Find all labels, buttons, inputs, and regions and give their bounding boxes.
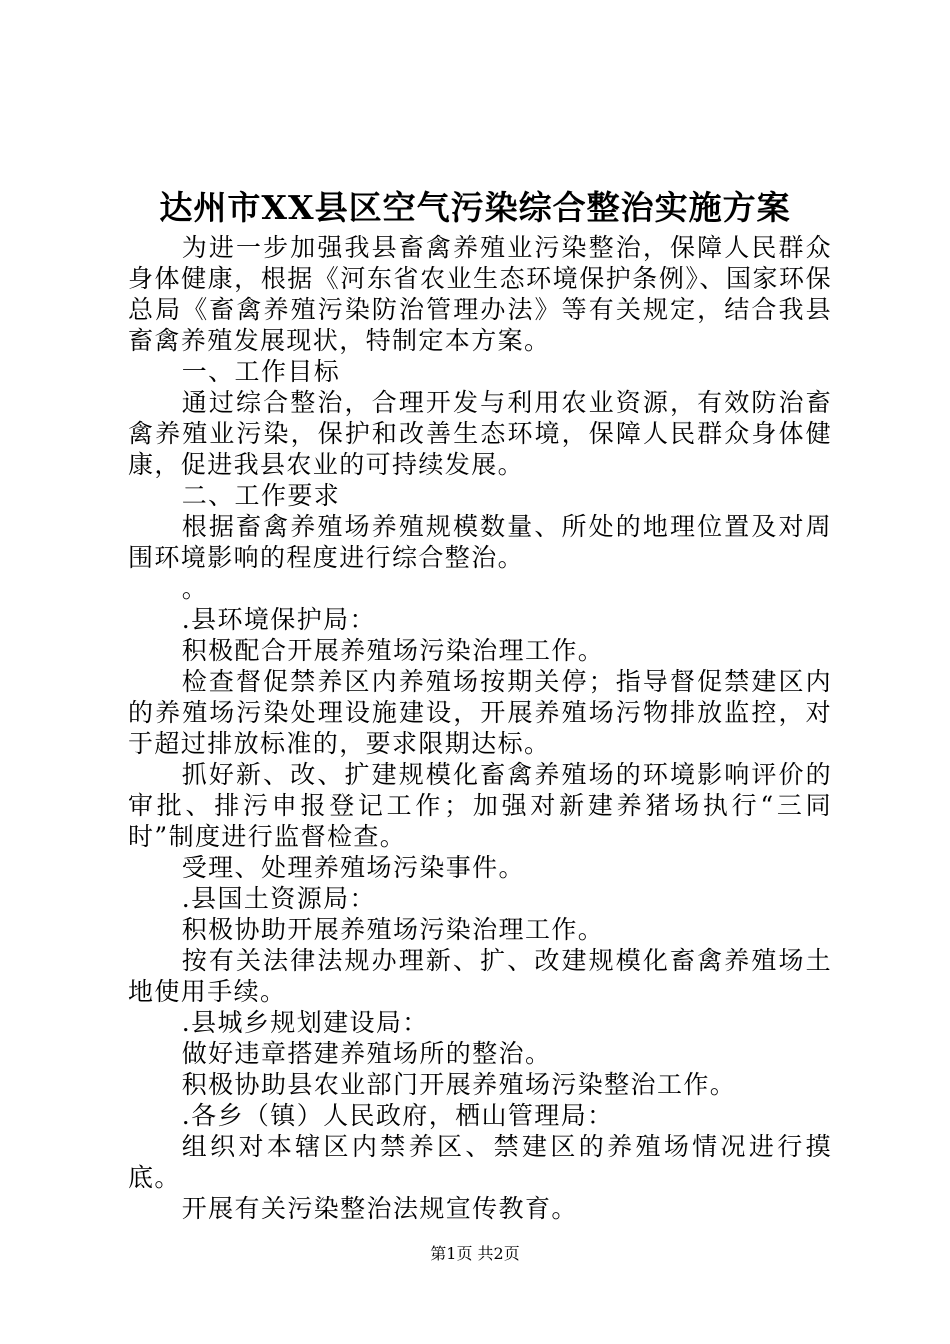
- paragraph: 积极协助县农业部门开展养殖场污染整治工作。: [181, 1070, 737, 1099]
- document-title: 达州市XX县区空气污染综合整治实施方案: [159, 188, 791, 227]
- paragraph: 。: [181, 574, 209, 603]
- paragraph: 根据畜禽养殖场养殖规模数量、所处的地理位置及对周围环境影响的程度进行综合整治。: [128, 512, 832, 572]
- paragraph: 抓好新、改、扩建规模化畜禽养殖场的环境影响评价的审批、排污申报登记工作；加强对新建养猪场执行“三同时”制度进行监督检查。: [128, 760, 832, 851]
- paragraph: 检查督促禁养区内养殖场按期关停；指导督促禁建区内的养殖场污染处理设施建设，开展养殖场污物排放监控，对于超过排放标准的，要求限期达标。: [128, 667, 832, 758]
- section-heading: 一、工作目标: [181, 357, 341, 386]
- page-number: 第1页 共2页: [430, 1244, 520, 1263]
- paragraph: 按有关法律法规办理新、扩、改建规模化畜禽养殖场土地使用手续。: [128, 946, 832, 1006]
- subsection-heading: .各乡（镇）人民政府，栖山管理局：: [181, 1101, 614, 1130]
- paragraph: 受理、处理养殖场污染事件。: [181, 853, 525, 882]
- paragraph: 为进一步加强我县畜禽养殖业污染整治，保障人民群众身体健康，根据《河东省农业生态环境保护条例》、国家环保总局《畜禽养殖污染防治管理办法》等有关规定，结合我县畜禽养殖发展现状，特制定本方案。: [128, 233, 832, 355]
- paragraph: 组织对本辖区内禁养区、禁建区的养殖场情况进行摸底。: [128, 1132, 832, 1192]
- paragraph: 积极配合开展养殖场污染治理工作。: [181, 636, 605, 665]
- paragraph: 做好违章搭建养殖场所的整治。: [181, 1039, 552, 1068]
- subsection-heading: .县环境保护局：: [181, 605, 376, 634]
- paragraph: 通过综合整治，合理开发与利用农业资源，有效防治畜禽养殖业污染，保护和改善生态环境，保障人民群众身体健康，促进我县农业的可持续发展。: [128, 388, 832, 479]
- subsection-heading: .县城乡规划建设局：: [181, 1008, 429, 1037]
- document-body: [128, 232, 832, 1224]
- paragraph: 积极协助开展养殖场污染治理工作。: [181, 915, 605, 944]
- subsection-heading: .县国土资源局：: [181, 884, 376, 913]
- section-heading: 二、工作要求: [181, 481, 341, 510]
- paragraph: 开展有关污染整治法规宣传教育。: [181, 1194, 578, 1223]
